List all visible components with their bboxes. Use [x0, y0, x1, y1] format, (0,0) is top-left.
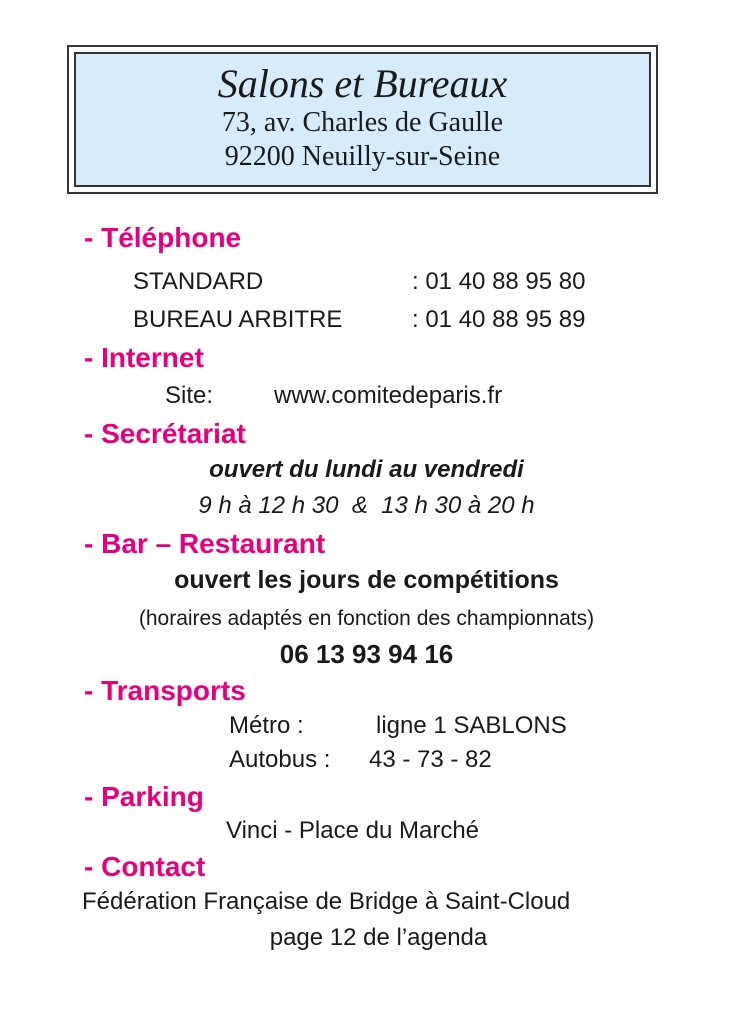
- contact-line-2: page 12 de l’agenda: [269, 924, 488, 951]
- internet-site-link[interactable]: www.comitedeparis.fr: [274, 382, 503, 409]
- telephone-arbitre-number: : 01 40 88 95 89: [412, 306, 586, 333]
- metro-value: ligne 1 SABLONS: [376, 712, 567, 739]
- address-street: 73, av. Charles de Gaulle: [221, 107, 504, 138]
- venue-title: Salons et Bureaux: [217, 61, 508, 106]
- metro-label: Métro :: [229, 712, 304, 739]
- parking-value: Vinci - Place du Marché: [226, 817, 480, 844]
- telephone-standard-label: STANDARD: [133, 268, 264, 295]
- transports-heading: - Transports: [84, 675, 246, 706]
- address-box-inner: [74, 52, 651, 187]
- secretariat-heading: - Secrétariat: [84, 418, 246, 449]
- bar-opening: ouvert les jours de compétitions: [174, 566, 559, 594]
- secretariat-days: ouvert du lundi au vendredi: [209, 456, 524, 483]
- contact-heading: - Contact: [84, 851, 206, 882]
- bus-label: Autobus :: [229, 746, 331, 773]
- address-box: [67, 45, 658, 194]
- internet-heading: - Internet: [84, 342, 204, 373]
- internet-site-label: Site:: [165, 382, 214, 409]
- bar-phone: 06 13 93 94 16: [279, 639, 454, 669]
- address-city: 92200 Neuilly-sur-Seine: [224, 141, 501, 172]
- bar-heading: - Bar – Restaurant: [84, 528, 326, 559]
- bar-note: (horaires adaptés en fonction des championnats): [138, 607, 595, 630]
- telephone-standard-number: : 01 40 88 95 80: [412, 268, 586, 295]
- contact-line-1: Fédération Française de Bridge à Saint-Cloud: [82, 888, 571, 915]
- telephone-heading: - Téléphone: [84, 222, 242, 253]
- parking-heading: - Parking: [84, 781, 204, 812]
- bus-value: 43 - 73 - 82: [369, 746, 492, 773]
- secretariat-hours: 9 h à 12 h 30 & 13 h 30 à 20 h: [198, 492, 535, 519]
- telephone-arbitre-label: BUREAU ARBITRE: [133, 306, 343, 333]
